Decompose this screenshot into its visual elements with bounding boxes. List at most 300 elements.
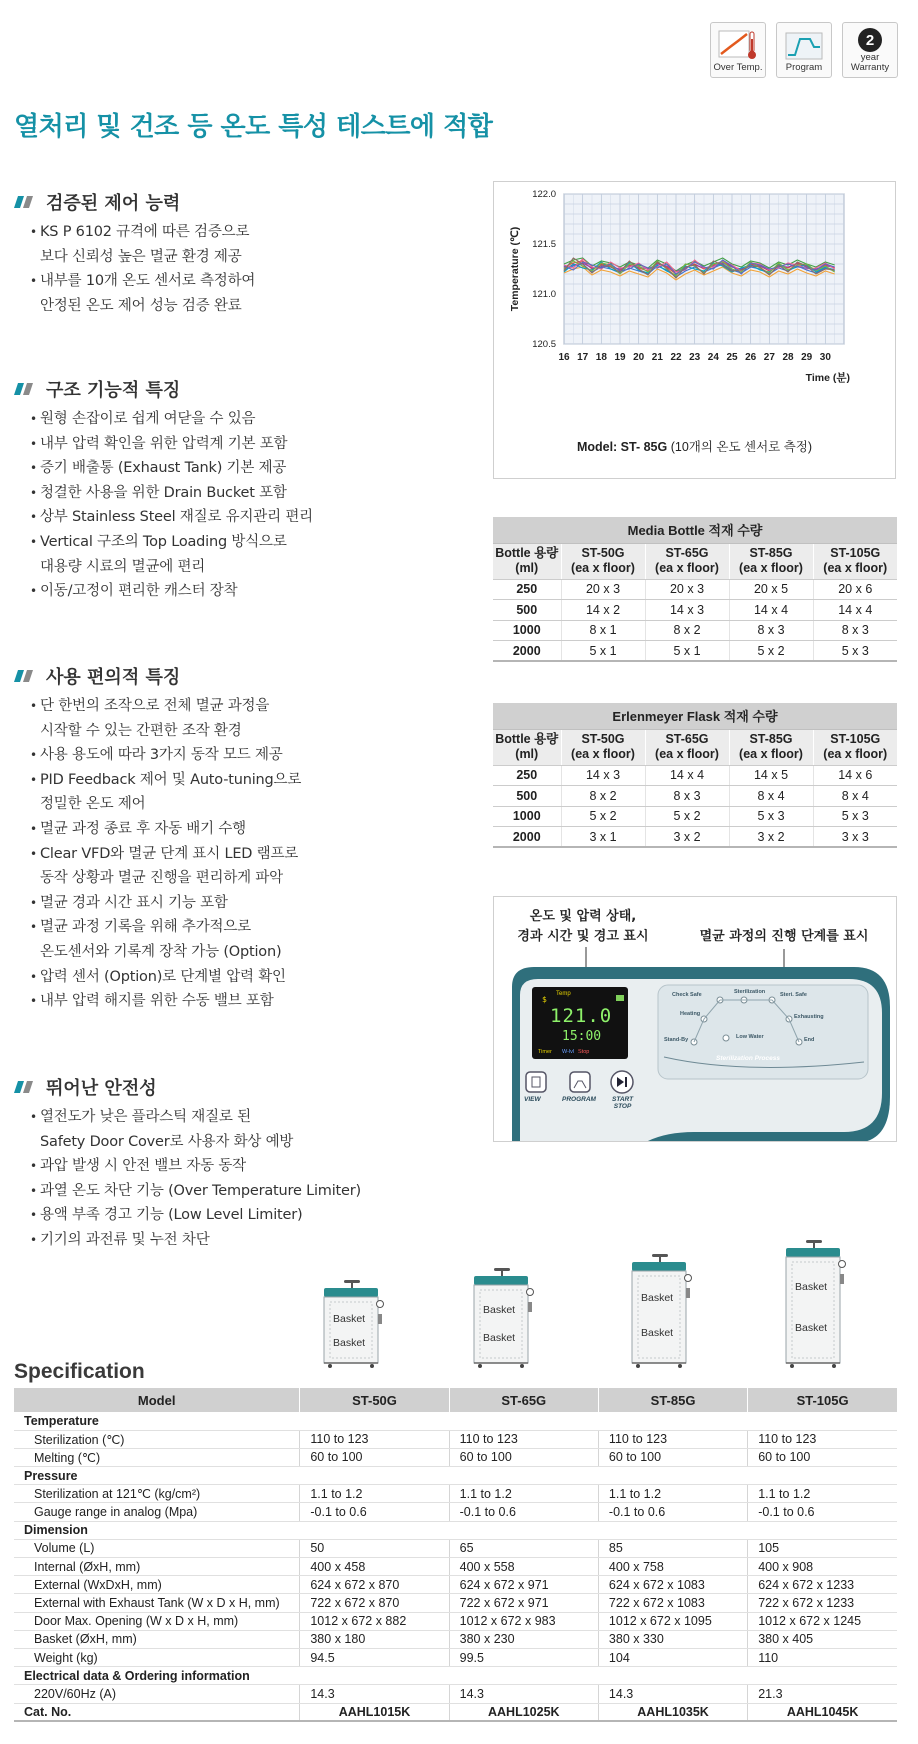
process-step-label: Heating <box>680 1011 701 1017</box>
x-tick-label: 26 <box>745 352 757 363</box>
section-heading <box>14 1075 484 1099</box>
bullet-dot: • <box>30 1208 37 1223</box>
spec-catalog-row <box>14 1703 897 1721</box>
column-header-line1: ST-50G <box>581 546 625 560</box>
spec-value: 14.3 <box>300 1685 449 1703</box>
process-step-label: Check Safe <box>672 992 702 998</box>
temperature-chart-svg <box>494 182 895 432</box>
feature-item <box>14 768 484 817</box>
x-tick-label: 30 <box>819 352 831 363</box>
warranty-label: Warranty <box>850 62 890 73</box>
spec-value: AAHL1045K <box>748 1703 897 1721</box>
basket-label: Basket <box>795 1321 828 1334</box>
bullet-dot: • <box>30 699 37 713</box>
column-header-line1: ST-105G <box>830 732 881 746</box>
erlenmeyer-flask-table <box>493 703 897 848</box>
x-tick-label: 20 <box>633 352 645 363</box>
feature-item <box>14 743 484 768</box>
feature-item-text: 열전도가 낮은 플라스틱 재질로 된 <box>40 1109 251 1125</box>
spec-row <box>14 1448 897 1466</box>
y-tick-label: 121.0 <box>532 289 556 300</box>
table-cell: 8 x 3 <box>645 786 729 807</box>
page-title: 열처리 및 건조 등 온도 특성 테스트에 적합 <box>14 112 493 142</box>
feature-item <box>14 817 484 842</box>
spec-row-label: Weight (kg) <box>14 1648 300 1666</box>
spec-value: 1.1 to 1.2 <box>748 1485 897 1503</box>
spec-row-label: Basket (ØxH, mm) <box>14 1630 300 1648</box>
spec-value: 400 x 908 <box>748 1558 897 1576</box>
control-panel-image <box>493 896 897 1142</box>
feature-item-text: 단 한번의 조작으로 전체 멸균 과정을 <box>40 698 270 714</box>
table-cell: 14 x 3 <box>561 765 645 786</box>
spec-value: 1012 x 672 x 1245 <box>748 1612 897 1630</box>
feature-item <box>14 220 484 269</box>
spec-value: -0.1 to 0.6 <box>449 1503 598 1521</box>
y-tick-label: 120.5 <box>532 339 556 350</box>
feature-item-text: 용액 부족 경고 기능 (Low Level Limiter) <box>40 1207 303 1224</box>
spec-value: 400 x 458 <box>300 1558 449 1576</box>
table-cell: 3 x 2 <box>645 827 729 848</box>
spec-value: 400 x 758 <box>598 1558 747 1576</box>
x-tick-label: 27 <box>763 352 775 363</box>
column-header-line2: (ea x floor) <box>823 747 888 761</box>
spec-group-row <box>14 1467 897 1485</box>
spec-group-label: Temperature <box>14 1412 897 1430</box>
bullet-dot: • <box>30 412 37 426</box>
table-row <box>493 579 897 600</box>
temperature-chart <box>493 181 896 479</box>
table-cell: 14 x 4 <box>729 600 813 621</box>
program-label: Program <box>785 62 823 73</box>
basket-label: Basket <box>641 1292 674 1305</box>
x-tick-label: 23 <box>689 352 701 363</box>
feature-item-text: 대용량 시료의 멸균에 편리 <box>40 558 206 575</box>
bullet-dot: • <box>30 1159 37 1174</box>
x-tick-label: 17 <box>577 352 589 363</box>
feature-item-text: 기기의 과전류 및 누전 차단 <box>40 1231 210 1248</box>
spec-value: 104 <box>598 1648 747 1666</box>
table-cell: 5 x 3 <box>813 641 897 662</box>
section-heading <box>14 664 484 688</box>
spec-row <box>14 1612 897 1630</box>
process-step-label: Low Water <box>736 1034 764 1040</box>
process-step-label: Stand-By <box>664 1037 689 1043</box>
process-title: Sterilization Process <box>716 1055 780 1062</box>
bullet-dot: • <box>30 485 37 500</box>
column-header <box>813 729 897 765</box>
spec-value: 110 <box>748 1648 897 1666</box>
table-cell: 3 x 1 <box>561 827 645 848</box>
table-cell: 2000 <box>493 641 561 662</box>
column-header-line1: ST-85G <box>749 546 793 560</box>
x-tick-label: 16 <box>558 352 570 363</box>
feature-item-text: 증기 배출통 (Exhaust Tank) 기본 제공 <box>40 460 287 477</box>
spec-value: 624 x 672 x 1233 <box>748 1576 897 1594</box>
section-heading <box>14 377 484 401</box>
feature-item-text: PID Feedback 제어 및 Auto-tuning으로 <box>40 771 302 788</box>
column-header-line2: (ea x floor) <box>655 747 719 761</box>
bullet-dot: • <box>30 895 37 910</box>
x-tick-label: 29 <box>801 352 813 363</box>
bullet-dot: • <box>30 772 37 787</box>
spec-value: 722 x 672 x 1233 <box>748 1594 897 1612</box>
spec-row-label: Sterilization (℃) <box>14 1430 300 1448</box>
table-row <box>493 806 897 827</box>
spec-value: -0.1 to 0.6 <box>748 1503 897 1521</box>
y-axis-label: Temperature (℃) <box>509 226 521 312</box>
column-header <box>561 729 645 765</box>
bullet-dot: • <box>30 969 37 984</box>
table-cell: 5 x 2 <box>561 806 645 827</box>
table-cell: 5 x 2 <box>729 641 813 662</box>
warranty-icon: 2 <box>858 28 882 52</box>
spec-row-label: Internal (ØxH, mm) <box>14 1558 300 1576</box>
spec-value: 380 x 230 <box>449 1630 598 1648</box>
panel-label-right: 멸균 과정의 진행 단계를 표시 <box>699 929 869 944</box>
spec-row-label: External with Exhaust Tank (W x D x H, mm) <box>14 1594 300 1612</box>
spec-value: -0.1 to 0.6 <box>300 1503 449 1521</box>
feature-item <box>14 481 484 506</box>
section-heading-text: 뛰어난 안전성 <box>46 1078 157 1099</box>
spec-value: 722 x 672 x 870 <box>300 1594 449 1612</box>
feature-item <box>14 1179 484 1204</box>
feature-item-text: 시작할 수 있는 간편한 조작 환경 <box>40 722 242 739</box>
spec-column-header: ST-85G <box>598 1388 747 1412</box>
column-header-line2: (ea x floor) <box>739 561 803 575</box>
process-step-label: End <box>804 1037 815 1043</box>
spec-value: 1.1 to 1.2 <box>598 1485 747 1503</box>
spec-row <box>14 1539 897 1557</box>
column-header <box>493 543 561 579</box>
panel-label-left-line1: 온도 및 압력 상태, <box>529 909 637 924</box>
x-axis-label: Time (분) <box>805 372 850 384</box>
table-row <box>493 641 897 662</box>
spec-value: 60 to 100 <box>748 1448 897 1466</box>
spec-row <box>14 1648 897 1666</box>
spec-value: 60 to 100 <box>300 1448 449 1466</box>
spec-value: 1012 x 672 x 983 <box>449 1612 598 1630</box>
section-heading-text: 검증된 제어 능력 <box>46 193 181 214</box>
x-tick-label: 28 <box>782 352 794 363</box>
feature-section-convenience <box>14 664 484 1014</box>
spec-column-header: Model <box>14 1388 300 1412</box>
feature-item <box>14 269 484 318</box>
section-heading <box>14 190 484 214</box>
spec-value: 60 to 100 <box>598 1448 747 1466</box>
table-row <box>493 765 897 786</box>
spec-value: 21.3 <box>748 1685 897 1703</box>
table-cell: 3 x 2 <box>729 827 813 848</box>
spec-row <box>14 1630 897 1648</box>
spec-row <box>14 1485 897 1503</box>
table-cell: 14 x 5 <box>729 765 813 786</box>
feature-section-control <box>14 190 484 318</box>
basket-label: Basket <box>333 1313 366 1326</box>
spec-value: 50 <box>300 1539 449 1557</box>
spec-value: AAHL1035K <box>598 1703 747 1721</box>
start-stop-button-label <box>612 1096 633 1110</box>
spec-row <box>14 1558 897 1576</box>
vfd-display: $ Temp 121.0 15:00 Timer W-lvl Stop <box>532 987 628 1059</box>
column-header-line1: Bottle 용량 <box>495 546 559 560</box>
section-bullet-icon <box>14 194 36 210</box>
feature-item <box>14 407 484 432</box>
spec-group-label: Pressure <box>14 1467 897 1485</box>
spec-value: 1012 x 672 x 882 <box>300 1612 449 1630</box>
warranty-badge <box>842 22 898 78</box>
basket-label: Basket <box>483 1303 516 1316</box>
bullet-dot: • <box>30 846 37 861</box>
table-cell: 20 x 6 <box>813 579 897 600</box>
spec-value: 14.3 <box>449 1685 598 1703</box>
spec-row-label: 220V/60Hz (A) <box>14 1685 300 1703</box>
feature-item <box>14 842 484 891</box>
table-cell: 8 x 3 <box>729 620 813 641</box>
spec-value: AAHL1025K <box>449 1703 598 1721</box>
spec-row-label: Gauge range in analog (Mpa) <box>14 1503 300 1521</box>
column-header-line1: ST-105G <box>830 546 881 560</box>
column-header <box>645 729 729 765</box>
spec-value: 380 x 405 <box>748 1630 897 1648</box>
column-header <box>561 543 645 579</box>
feature-item-text: 온도센서와 기록계 장착 가능 (Option) <box>40 943 282 960</box>
display-stop-caption: Stop <box>578 1049 590 1055</box>
bullet-dot: • <box>30 1183 37 1198</box>
table-cell: 5 x 3 <box>729 806 813 827</box>
bullet-dot: • <box>30 510 37 525</box>
feature-item-text: KS P 6102 규격에 따른 검증으로 <box>40 224 250 240</box>
basket-label: Basket <box>641 1326 674 1339</box>
column-header-line1: ST-65G <box>665 732 709 746</box>
spec-value: 110 to 123 <box>300 1430 449 1448</box>
display-temperature: 121.0 <box>550 1005 613 1027</box>
table-cell: 5 x 1 <box>645 641 729 662</box>
feature-item <box>14 891 484 916</box>
spec-value: 14.3 <box>598 1685 747 1703</box>
column-header-line2: (ea x floor) <box>571 747 635 761</box>
spec-value: 380 x 330 <box>598 1630 747 1648</box>
specification-table <box>14 1388 897 1722</box>
feature-item <box>14 915 484 964</box>
y-tick-label: 121.5 <box>532 239 556 250</box>
feature-item <box>14 694 484 743</box>
table-cell: 14 x 3 <box>645 600 729 621</box>
table-cell: 1000 <box>493 620 561 641</box>
feature-item-text: 이동/고정이 편리한 캐스터 장착 <box>40 583 238 600</box>
column-header-line1: ST-65G <box>665 546 709 560</box>
table-cell: 3 x 3 <box>813 827 897 848</box>
product-image-st85g <box>628 1254 692 1368</box>
table-cell: 8 x 3 <box>813 620 897 641</box>
spec-row <box>14 1594 897 1612</box>
spec-column-header: ST-65G <box>449 1388 598 1412</box>
column-header-line1: Bottle 용량 <box>495 732 559 746</box>
spec-row <box>14 1503 897 1521</box>
table-row <box>493 827 897 848</box>
view-button-label: VIEW <box>524 1096 541 1103</box>
spec-value: 624 x 672 x 971 <box>449 1576 598 1594</box>
bullet-dot: • <box>30 534 37 549</box>
bullet-dot: • <box>30 225 37 239</box>
feature-item <box>14 505 484 530</box>
table-row <box>493 786 897 807</box>
column-header-line1: ST-50G <box>581 732 625 746</box>
spec-value: AAHL1015K <box>300 1703 449 1721</box>
spec-value: -0.1 to 0.6 <box>598 1503 747 1521</box>
table-cell: 5 x 2 <box>645 806 729 827</box>
feature-item-text: 보다 신뢰성 높은 멸균 환경 제공 <box>40 248 242 265</box>
spec-value: 722 x 672 x 1083 <box>598 1594 747 1612</box>
section-heading-text: 구조 기능적 특징 <box>46 380 181 401</box>
spec-column-header: ST-105G <box>748 1388 897 1412</box>
table-cell: 14 x 6 <box>813 765 897 786</box>
spec-value: 1.1 to 1.2 <box>449 1485 598 1503</box>
spec-value: 722 x 672 x 971 <box>449 1594 598 1612</box>
table-cell: 8 x 2 <box>645 620 729 641</box>
product-image-st65g <box>470 1268 534 1368</box>
over-temp-badge <box>710 22 766 78</box>
bullet-dot: • <box>30 748 37 763</box>
feature-item <box>14 579 484 604</box>
spec-value: 65 <box>449 1539 598 1557</box>
bullet-dot: • <box>30 436 37 451</box>
spec-value: 110 to 123 <box>449 1430 598 1448</box>
feature-item-text: 내부 압력 확인을 위한 압력계 기본 포함 <box>40 435 288 452</box>
spec-group-label: Electrical data & Ordering information <box>14 1667 897 1685</box>
spec-value: 60 to 100 <box>449 1448 598 1466</box>
spec-value: 110 to 123 <box>598 1430 747 1448</box>
feature-list <box>14 407 484 604</box>
y-tick-label: 122.0 <box>532 189 556 200</box>
table-cell: 20 x 5 <box>729 579 813 600</box>
bullet-dot: • <box>30 920 37 935</box>
section-bullet-icon <box>14 1079 36 1095</box>
spec-value: 400 x 558 <box>449 1558 598 1576</box>
x-tick-label: 24 <box>707 352 719 363</box>
spec-value: 105 <box>748 1539 897 1557</box>
table-cell: 500 <box>493 600 561 621</box>
feature-item-text: 과열 온도 차단 기능 (Over Temperature Limiter) <box>40 1182 361 1199</box>
display-timer: 15:00 <box>562 1029 602 1044</box>
feature-item-text: 청결한 사용을 위한 Drain Bucket 포함 <box>40 484 287 501</box>
spec-value: 94.5 <box>300 1648 449 1666</box>
table-cell: 20 x 3 <box>645 579 729 600</box>
column-header <box>729 729 813 765</box>
spec-value: 1.1 to 1.2 <box>300 1485 449 1503</box>
spec-row-label: External (WxDxH, mm) <box>14 1576 300 1594</box>
feature-item <box>14 1105 484 1154</box>
feature-item-text: 멸균 경과 시간 표시 기능 포함 <box>40 894 228 911</box>
bullet-dot: • <box>30 461 37 476</box>
column-header-line2: (ea x floor) <box>739 747 803 761</box>
feature-item-text: 멸균 과정 기록을 위해 추가적으로 <box>40 919 251 936</box>
spec-row <box>14 1430 897 1448</box>
table-cell: 1000 <box>493 806 561 827</box>
spec-row-label: Sterilization at 121℃ (kg/cm²) <box>14 1485 300 1503</box>
spec-group-row <box>14 1667 897 1685</box>
feature-item-text: Safety Door Cover로 사용자 화상 예방 <box>40 1133 294 1150</box>
bullet-dot: • <box>30 1232 37 1247</box>
feature-list <box>14 694 484 1014</box>
column-header-line2: (ea x floor) <box>571 561 635 575</box>
feature-item <box>14 965 484 990</box>
chart-caption <box>494 437 895 455</box>
spec-group-row <box>14 1412 897 1430</box>
spec-column-header: ST-50G <box>300 1388 449 1412</box>
column-header <box>493 729 561 765</box>
feature-item-text: 안정된 온도 제어 성능 검증 완료 <box>40 297 242 314</box>
table-cell: 14 x 4 <box>813 600 897 621</box>
program-badge <box>776 22 832 78</box>
spec-group-label: Dimension <box>14 1521 897 1539</box>
process-step-label: Exhausting <box>794 1014 824 1020</box>
spec-value: 99.5 <box>449 1648 598 1666</box>
feature-item <box>14 1228 484 1253</box>
column-header-line2: (ea x floor) <box>823 561 888 575</box>
table-cell: 5 x 3 <box>813 806 897 827</box>
process-step-label: Steri. Safe <box>780 992 807 998</box>
bullet-dot: • <box>30 274 37 289</box>
x-tick-label: 19 <box>614 352 626 363</box>
table-cell: 8 x 4 <box>729 786 813 807</box>
column-header <box>645 543 729 579</box>
feature-item <box>14 456 484 481</box>
spec-value: 624 x 672 x 1083 <box>598 1576 747 1594</box>
x-tick-label: 22 <box>670 352 682 363</box>
media-bottle-table <box>493 517 897 662</box>
column-header-line2: (ml) <box>515 747 539 761</box>
section-bullet-icon <box>14 668 36 684</box>
column-header-line2: (ea x floor) <box>655 561 719 575</box>
column-header-line1: ST-85G <box>749 732 793 746</box>
spec-row-label: Door Max. Opening (W x D x H, mm) <box>14 1612 300 1630</box>
spec-row <box>14 1576 897 1594</box>
table-cell: 14 x 4 <box>645 765 729 786</box>
table-cell: 250 <box>493 579 561 600</box>
basket-label: Basket <box>795 1281 828 1294</box>
section-bullet-icon <box>14 381 36 397</box>
feature-item <box>14 1203 484 1228</box>
table-cell: 14 x 2 <box>561 600 645 621</box>
bullet-dot: • <box>30 821 37 836</box>
basket-label: Basket <box>483 1332 516 1345</box>
table-cell: 2000 <box>493 827 561 848</box>
program-icon <box>784 31 824 61</box>
spec-value: 1012 x 672 x 1095 <box>598 1612 747 1630</box>
over-temp-icon <box>718 29 758 61</box>
feature-item-text: 내부 압력 해지를 위한 수동 밸브 포함 <box>40 993 274 1010</box>
spec-title: Specification <box>14 1360 145 1383</box>
feature-item-text: Vertical 구조의 Top Loading 방식으로 <box>40 533 287 550</box>
feature-item <box>14 989 484 1014</box>
feature-item-text: 사용 용도에 따라 3가지 동작 모드 제공 <box>40 747 283 764</box>
basket-label: Basket <box>333 1336 366 1349</box>
product-image-st50g <box>320 1280 384 1368</box>
feature-list <box>14 1105 484 1253</box>
over-temp-label: Over Temp. <box>713 62 763 73</box>
table-cell: 8 x 1 <box>561 620 645 641</box>
spec-row-label: Melting (℃) <box>14 1448 300 1466</box>
spec-row-label: Cat. No. <box>14 1703 300 1721</box>
feature-item <box>14 530 484 579</box>
table-caption: Media Bottle 적재 수량 <box>493 517 897 543</box>
feature-badges <box>710 22 898 78</box>
spec-value: 624 x 672 x 870 <box>300 1576 449 1594</box>
bullet-dot: • <box>30 1110 37 1124</box>
column-header <box>813 543 897 579</box>
table-cell: 500 <box>493 786 561 807</box>
feature-list <box>14 220 484 318</box>
